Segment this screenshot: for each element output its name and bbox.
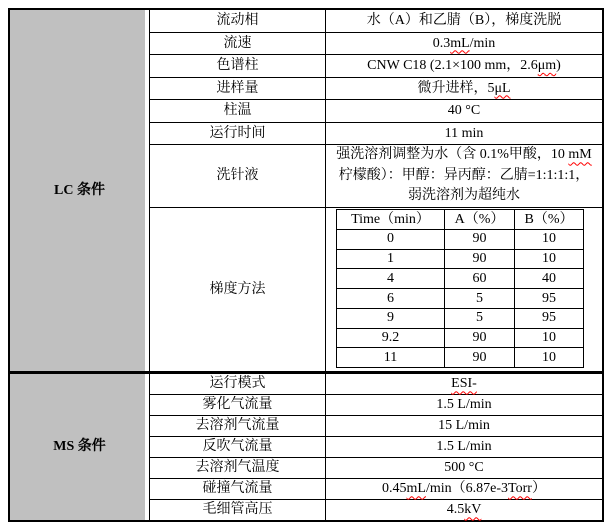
table-row-run-mode	[150, 374, 602, 395]
needle-wash-line	[328, 166, 600, 187]
table-row-drying-gas-flow	[150, 416, 602, 437]
gradient-cell-a: 60	[445, 269, 515, 288]
lcms-conditions-table	[8, 8, 604, 522]
gradient-table	[336, 209, 584, 368]
param-cell: 雾化气流量	[150, 395, 326, 415]
lc-conditions-section	[10, 10, 602, 371]
gradient-cell-a: 90	[445, 348, 515, 367]
table-row-injection-volume	[150, 78, 602, 101]
spellcheck-squiggle: mL	[450, 35, 470, 51]
gradient-row	[337, 348, 583, 367]
gradient-col-header-b: B（%）	[524, 211, 574, 227]
text-segment: 500 °C	[444, 460, 484, 476]
table-row-blowback-gas	[150, 437, 602, 458]
param-cell: 流动相	[150, 10, 326, 32]
value-cell	[326, 123, 602, 145]
text-segment: 40 °C	[447, 103, 481, 118]
text-segment: /min	[469, 35, 496, 51]
table-row-capillary-voltage	[150, 500, 602, 520]
gradient-cell-time: 1	[337, 250, 445, 269]
table-row-flow-rate	[150, 33, 602, 56]
param-cell: 流速	[150, 33, 326, 55]
gradient-col-header-time: Time（min）	[337, 210, 445, 229]
table-row-nebulizing-gas	[150, 395, 602, 416]
spellcheck-squiggle: Torr	[508, 481, 532, 497]
table-row-collision-gas	[150, 479, 602, 500]
gradient-header-row	[337, 210, 583, 230]
param-cell: 柱温	[150, 100, 326, 122]
gradient-cell-time: 4	[337, 269, 445, 288]
value-cell	[326, 78, 602, 100]
param-cell: 洗针液	[150, 145, 326, 207]
ms-conditions-section	[10, 371, 602, 520]
gradient-cell-a: 5	[445, 289, 515, 308]
table-row-mobile-phase	[150, 10, 602, 33]
text-segment: 柠檬酸）：甲醇：异丙醇：乙腈=1:1:1:1，	[338, 167, 590, 183]
gradient-cell-a: 90	[445, 230, 515, 249]
gradient-cell-a: 90	[445, 250, 515, 269]
gradient-col-header-a: A（%）	[445, 210, 515, 229]
value-cell	[326, 33, 602, 55]
ms-section-label: MS 条件	[53, 439, 106, 455]
gradient-row	[337, 309, 583, 329]
text-segment: ）	[531, 481, 546, 497]
spellcheck-squiggle: ESI-	[451, 376, 477, 392]
gradient-cell-b: 10	[542, 330, 556, 346]
value-cell	[326, 10, 602, 32]
needle-wash-line	[328, 186, 600, 207]
gradient-cell-b: 10	[542, 349, 556, 365]
text-segment: 0.3	[432, 35, 451, 51]
param-cell: 运行时间	[150, 123, 326, 145]
spellcheck-squiggle: μm	[537, 58, 557, 73]
param-cell: 运行模式	[150, 374, 326, 394]
gradient-row	[337, 289, 583, 309]
value-cell	[326, 458, 602, 478]
value-cell	[326, 145, 602, 207]
needle-wash-line	[328, 145, 600, 166]
table-row-gradient-method	[150, 208, 602, 371]
gradient-row	[337, 269, 583, 289]
text-segment: CNW C18 (2.1×100 mm，2.6	[367, 58, 538, 73]
param-cell: 反吹气流量	[150, 437, 326, 457]
gradient-cell-b: 95	[542, 290, 556, 306]
value-cell	[326, 500, 602, 520]
text-segment: 15 L/min	[438, 418, 490, 434]
gradient-cell-b: 40	[542, 270, 556, 286]
lc-section-label: LC 条件	[54, 182, 105, 198]
text-segment: 11 min	[444, 125, 484, 141]
param-cell: 毛细管高压	[150, 500, 326, 520]
param-cell: 梯度方法	[150, 208, 326, 371]
value-cell	[326, 395, 602, 415]
table-row-run-time	[150, 123, 602, 146]
gradient-cell-time: 6	[337, 289, 445, 308]
param-cell: 碰撞气流量	[150, 479, 326, 499]
gradient-row	[337, 250, 583, 270]
ms-section-body	[150, 374, 602, 520]
text-segment: /min（6.87e-3	[426, 481, 509, 497]
text-segment: 水（A）和乙腈（B），梯度洗脱	[366, 13, 562, 28]
param-cell: 色谱柱	[150, 55, 326, 77]
param-cell: 进样量	[150, 78, 326, 100]
lc-section-header-cell	[10, 10, 150, 371]
param-cell: 去溶剂气温度	[150, 458, 326, 478]
text-segment: 弱洗溶剂为超纯水	[408, 188, 520, 204]
gradient-cell-b: 10	[542, 251, 556, 267]
spellcheck-squiggle: μL	[494, 80, 511, 96]
text-segment: 1.5 L/min	[436, 439, 492, 455]
gradient-cell-b: 95	[542, 310, 556, 326]
table-row-column	[150, 55, 602, 78]
text-segment: 强洗溶剂调整为水（含 0.1%甲酸，10	[336, 147, 569, 163]
table-row-needle-wash	[150, 145, 602, 208]
spellcheck-squiggle: mL	[406, 481, 426, 497]
table-row-drying-gas-temp	[150, 458, 602, 479]
gradient-cell-a: 5	[445, 309, 515, 328]
param-cell: 去溶剂气流量	[150, 416, 326, 436]
text-segment: 4.5	[446, 502, 465, 518]
value-cell	[326, 437, 602, 457]
text-segment: )	[556, 58, 561, 73]
gradient-cell-time: 0	[337, 230, 445, 249]
gradient-row	[337, 329, 583, 349]
text-segment: 微升进样，5	[417, 80, 495, 96]
spellcheck-squiggle: mM	[568, 147, 592, 163]
gradient-row	[337, 230, 583, 250]
gradient-cell-a: 90	[445, 329, 515, 348]
value-cell	[326, 100, 602, 122]
gradient-cell-b: 10	[542, 231, 556, 247]
gradient-cell-time: 9	[337, 309, 445, 328]
table-row-column-temp	[150, 100, 602, 123]
spellcheck-squiggle: kV	[464, 502, 482, 518]
text-segment: 0.45	[382, 481, 407, 497]
value-cell	[326, 374, 602, 394]
value-cell	[326, 208, 602, 371]
value-cell	[326, 479, 602, 499]
text-segment: 1.5 L/min	[436, 397, 492, 413]
ms-section-header-cell	[10, 374, 150, 520]
lc-section-body	[150, 10, 602, 371]
value-cell	[326, 416, 602, 436]
value-cell	[326, 55, 602, 77]
gradient-cell-time: 9.2	[337, 329, 445, 348]
gradient-cell-time: 11	[337, 348, 445, 367]
